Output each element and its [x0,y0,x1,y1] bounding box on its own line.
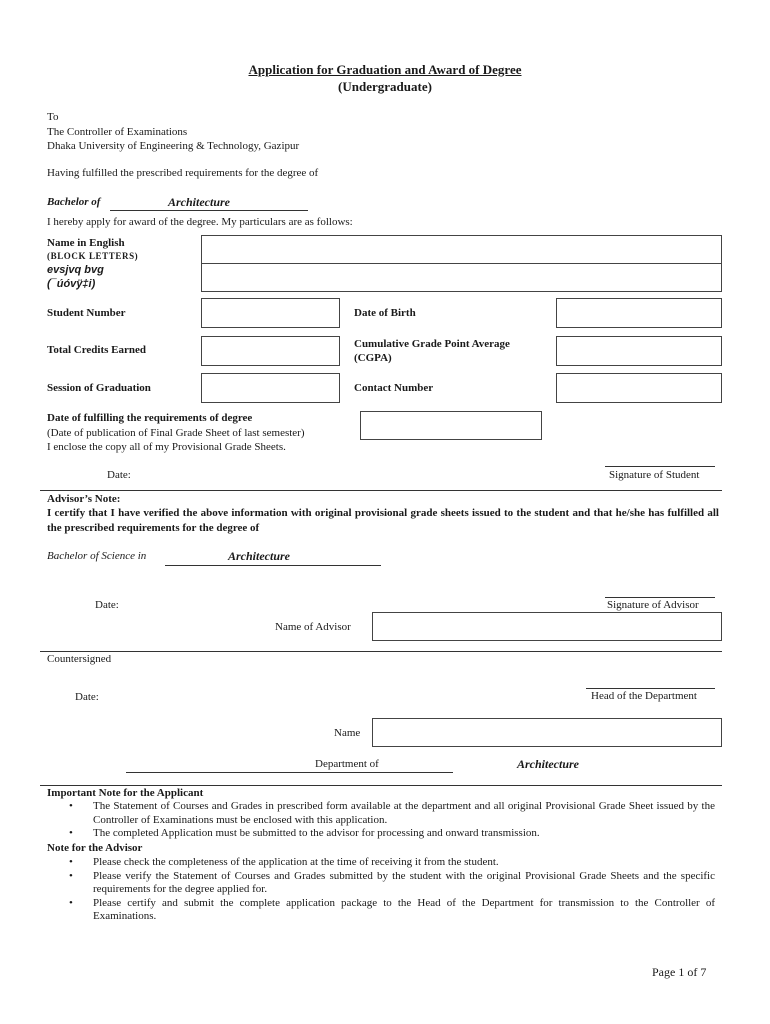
intro-text: Having fulfilled the prescribed requirements for the degree of [47,167,319,179]
degree-underline [110,210,308,211]
applicant-notes-heading: Important Note for the Applicant [47,787,204,799]
head-signature-label: Head of the Department [591,690,697,702]
name-bangla-sub: (¯úóvÿ‡i) [47,278,96,290]
advisor-degree-value: Architecture [228,549,290,563]
advisor-name-label: Name of Advisor [275,621,351,633]
department-underline [126,772,453,773]
page-number: Page 1 of 7 [652,965,707,979]
degree-prefix: Bachelor of [47,196,101,208]
student-number-field[interactable] [201,298,340,328]
total-credits-label: Total Credits Earned [47,344,147,356]
address-to: To [47,111,59,123]
bullet-icon: • [69,896,73,909]
divider-2 [40,651,722,652]
page-title: Application for Graduation and Award of Degree [248,62,522,77]
cgpa-field[interactable] [556,336,722,366]
department-label: Department of [315,758,379,770]
advisor-heading: Advisor’s Note: [47,493,121,505]
applicant-notes-list [47,800,715,841]
list-item: • The Statement of Courses and Grades in prescribed form available at the department and all original Provisional Grade Sheet issued by the Controller of Examinations must be enclosed with this application. [69,800,715,826]
head-name-label: Name [334,727,361,739]
name-bangla-label: evsjvq bvg [47,264,104,276]
total-credits-field[interactable] [201,336,340,366]
department-value: Architecture [517,757,579,771]
contact-field[interactable] [556,373,722,403]
head-date-label: Date: [75,691,99,703]
bullet-icon: • [69,869,73,882]
divider-1 [40,490,722,491]
apply-text: I hereby apply for award of the degree. My particulars are as follows: [47,216,353,228]
bullet-icon: • [69,827,73,839]
advisor-signature-line [605,597,715,598]
advisor-notes-heading: Note for the Advisor [47,842,143,854]
cgpa-label-2: (CGPA) [354,352,392,364]
advisor-degree-prefix: Bachelor of Science in [47,550,147,562]
list-item: • The completed Application must be submitted to the advisor for processing and onward transmission. [69,827,540,839]
advisor-certify: I certify that I have verified the above information with original provisional grade sheets issued to the student and that he/she has fulfilled all the prescribed requirements for the degree of [47,507,719,534]
bullet-icon: • [69,800,73,812]
name-english-field[interactable] [201,235,722,264]
fulfil-date-field[interactable] [360,411,542,440]
block-letters-label: (BLOCK LETTERS) [47,251,139,261]
advisor-notes-list [47,856,715,924]
advisor-name-field[interactable] [372,612,722,641]
degree-value: Architecture [168,195,230,209]
cgpa-label-1: Cumulative Grade Point Average [354,338,510,350]
countersigned-label: Countersigned [47,653,112,665]
session-label: Session of Graduation [47,382,151,394]
advisor-signature-label: Signature of Advisor [607,599,699,611]
name-bangla-field[interactable] [201,263,722,292]
divider-3 [40,785,722,786]
date-of-birth-label: Date of Birth [354,307,416,319]
advisor-degree-underline [165,565,381,566]
list-item: • Please check the completeness of the application at the time of receiving it from the student. [69,856,499,868]
fulfil-date-label: Date of fulfilling the requirements of degree [47,412,253,424]
list-item: • Please certify and submit the complete application package to the Head of the Department for transmission to the Controller of Examinations. [69,896,715,922]
address-line2: Dhaka University of Engineering & Technology, Gazipur [47,140,300,152]
head-signature-line [586,688,715,689]
enclose-text: I enclose the copy all of my Provisional Grade Sheets. [47,441,286,453]
list-item: • Please verify the Statement of Courses and Grades submitted by the student with the original Provisional Grade Sheets and the specific requirements for the degree applied for. [69,869,715,895]
student-number-label: Student Number [47,307,126,319]
name-english-label: Name in English [47,237,125,249]
address-line1: The Controller of Examinations [47,126,188,138]
fulfil-date-note: (Date of publication of Final Grade Sheet of last semester) [47,427,305,439]
page-subtitle: (Undergraduate) [338,79,432,94]
head-name-field[interactable] [372,718,722,747]
advisor-date-label: Date: [95,599,119,611]
student-signature-label: Signature of Student [609,469,700,481]
session-field[interactable] [201,373,340,403]
student-signature-line [605,466,715,467]
date-of-birth-field[interactable] [556,298,722,328]
contact-label: Contact Number [354,382,434,394]
student-date-label: Date: [107,469,131,481]
bullet-icon: • [69,856,73,868]
